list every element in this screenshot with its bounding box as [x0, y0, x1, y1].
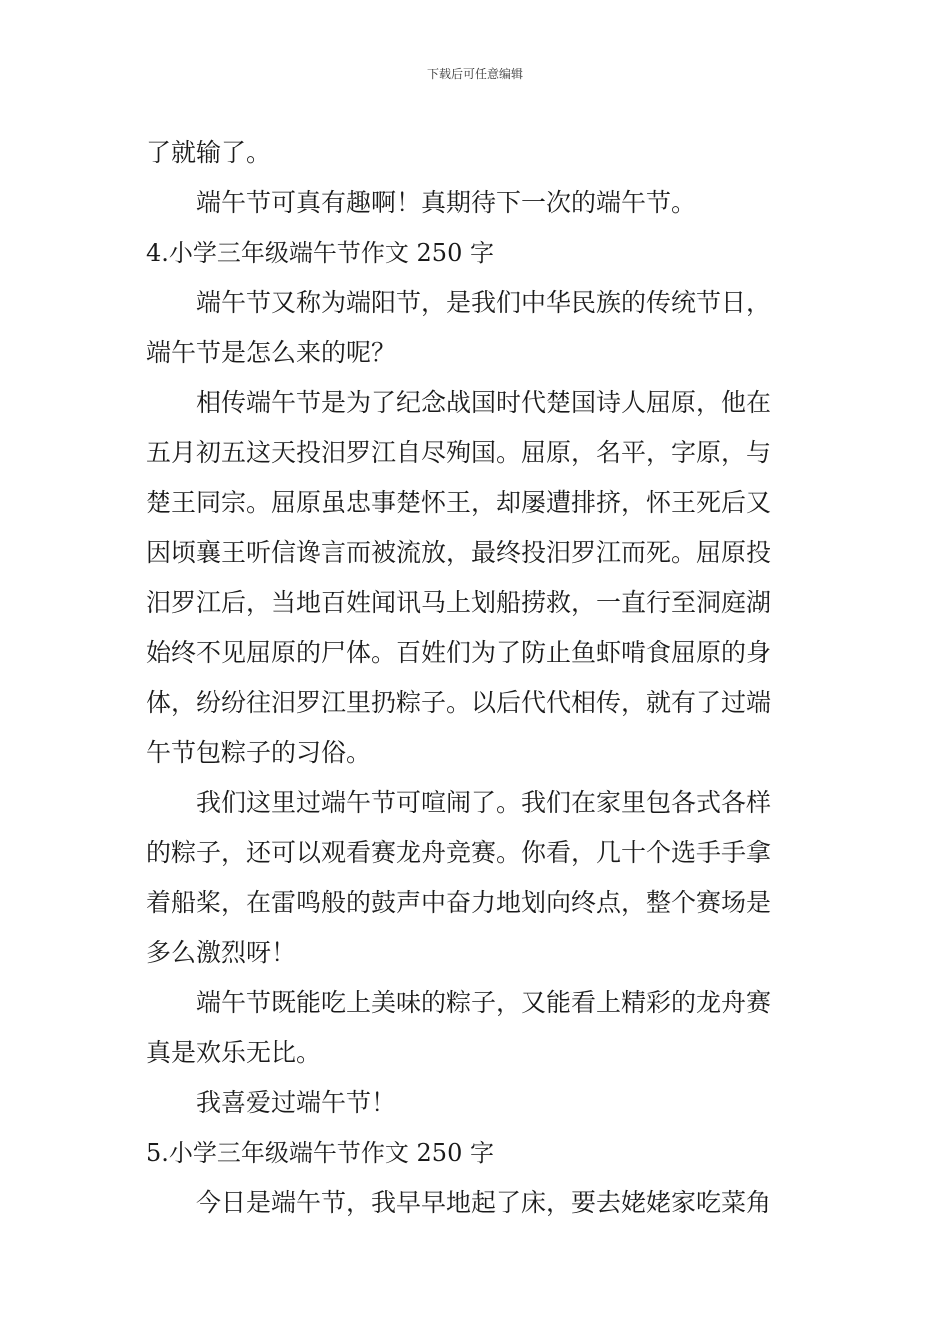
text-line: 端午节又称为端阳节，是我们中华民族的传统节日，	[196, 288, 772, 317]
text-line: 多么激烈呀！	[146, 938, 297, 967]
text-line: 真是欢乐无比。	[146, 1038, 322, 1067]
text-line: 的粽子，还可以观看赛龙舟竞赛。你看，几十个选手手拿	[146, 838, 772, 867]
text-line: 端午节可真有趣啊！真期待下一次的端午节。	[196, 188, 697, 217]
text-line: 我们这里过端午节可喧闹了。我们在家里包各式各样	[196, 788, 772, 817]
document-body	[146, 128, 808, 1228]
text-line: 端午节是怎么来的呢？	[146, 338, 397, 367]
text-line: 了就输了。	[146, 138, 272, 167]
text-line: 体，纷纷往汨罗江里扔粽子。以后代代相传，就有了过端	[146, 688, 772, 717]
text-line: 相传端午节是为了纪念战国时代楚国诗人屈原，他在	[196, 388, 772, 417]
text-line: 汨罗江后，当地百姓闻讯马上划船捞救，一直行至洞庭湖	[146, 588, 772, 617]
text-line: 因顷襄王听信谗言而被流放，最终投汨罗江而死。屈原投	[146, 538, 772, 567]
text-line: 始终不见屈原的尸体。百姓们为了防止鱼虾啃食屈原的身	[146, 638, 772, 667]
text-line: 今日是端午节，我早早地起了床，要去姥姥家吃菜角	[196, 1188, 772, 1217]
text-line: 端午节既能吃上美味的粽子，又能看上精彩的龙舟赛	[196, 988, 772, 1017]
text-line: 着船桨，在雷鸣般的鼓声中奋力地划向终点，整个赛场是	[146, 888, 772, 917]
text-line: 五月初五这天投汨罗江自尽殉国。屈原，名平，字原，与	[146, 438, 772, 467]
text-line: 楚王同宗。屈原虽忠事楚怀王，却屡遭排挤，怀王死后又	[146, 488, 772, 517]
section-heading: 4.小学三年级端午节作文 250 字	[146, 239, 494, 267]
text-line: 午节包粽子的习俗。	[146, 738, 372, 767]
page-header: 下载后可任意编辑	[426, 67, 523, 81]
section-heading: 5.小学三年级端午节作文 250 字	[146, 1139, 494, 1167]
text-line: 我喜爱过端午节！	[196, 1088, 397, 1117]
